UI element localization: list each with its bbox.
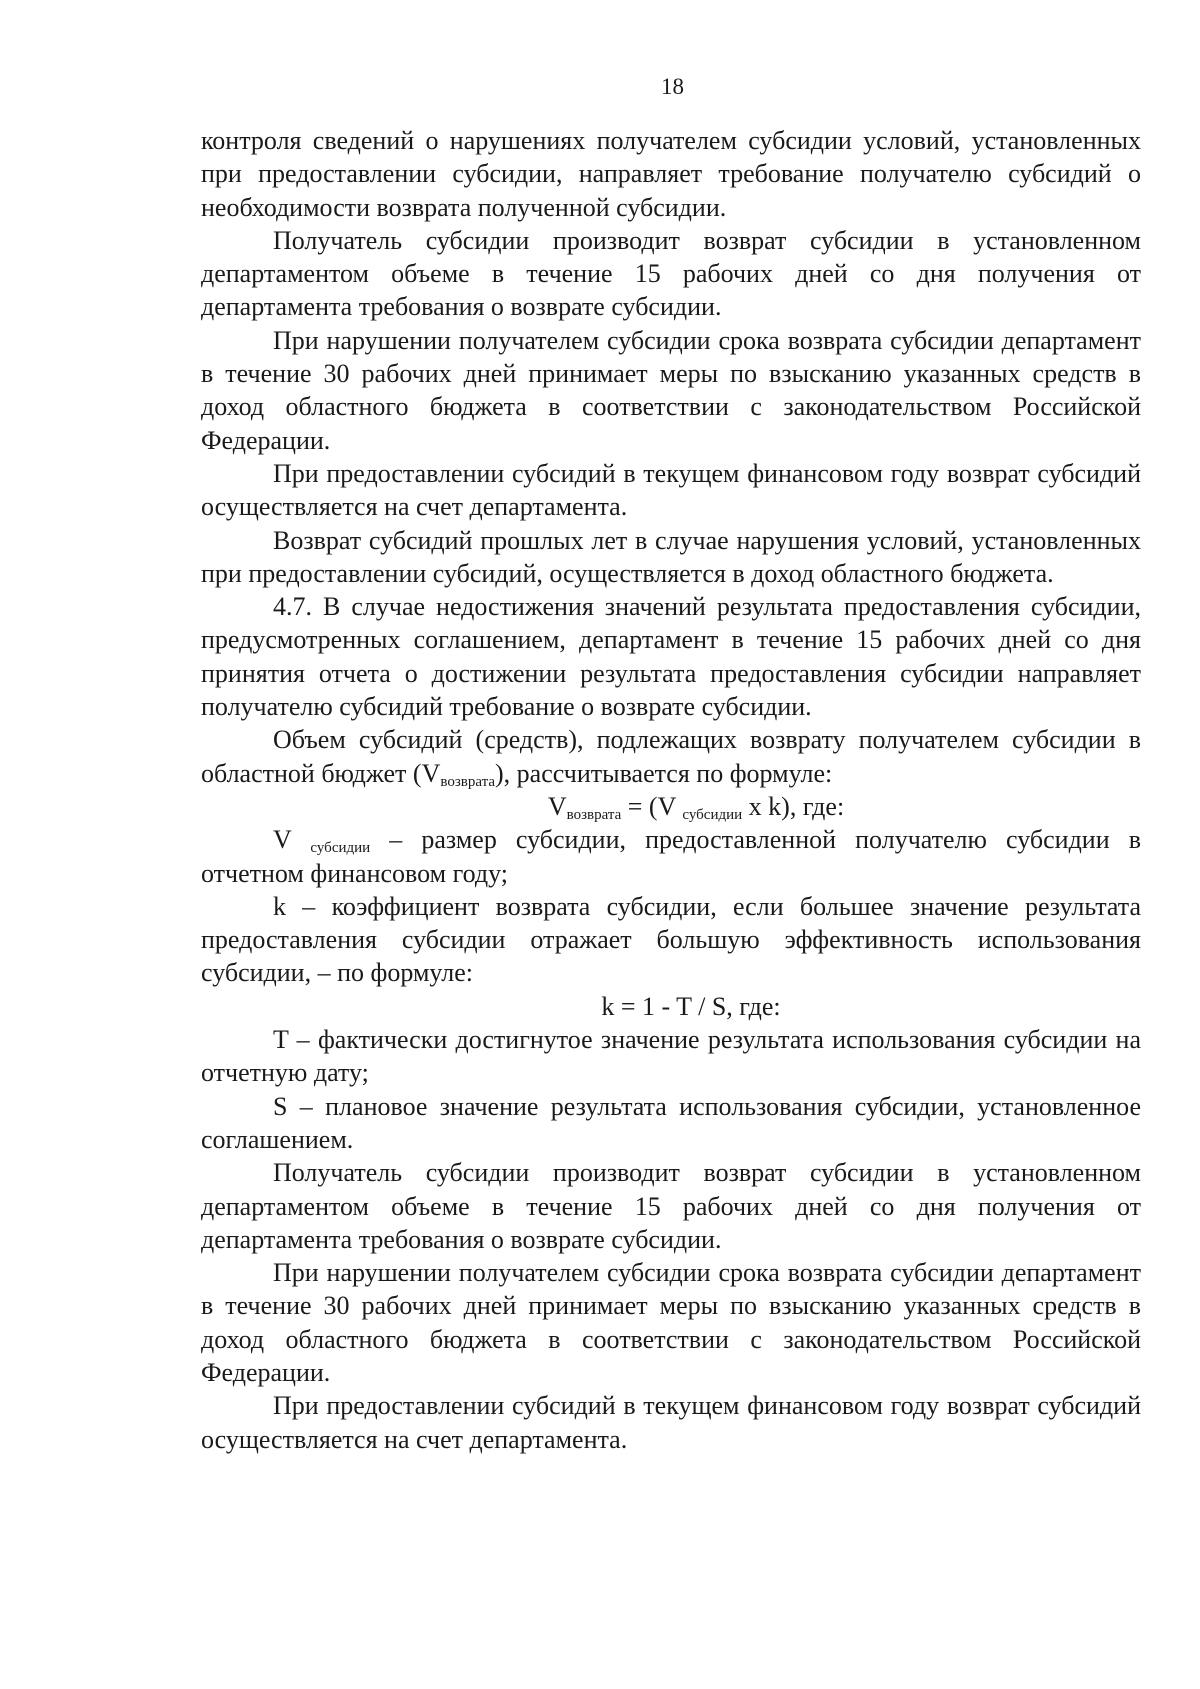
paragraph-current-year: При предоставлении субсидий в текущем финансовом году возврат субсидий осуществляется на счет департамента. xyxy=(201,458,1141,522)
formula-subsidy-sub: субсидии xyxy=(682,806,743,823)
volume-text-before: Объем субсидий (средств), подлежащих возврату получателем субсидии в областной бюджет (V xyxy=(201,725,1141,788)
formula-return-tail: x k), где: xyxy=(742,791,845,821)
document-body xyxy=(201,124,1141,1456)
paragraph-4-7: 4.7. В случае недостижения значений результата предоставления субсидии, предусмотренных соглашением, департамент в течение 15 рабочих дней со дня принятия отчета о достижении результата предоставления субсидии направляет получателю субсидий требование о возврате субсидии. xyxy=(201,592,1141,722)
paragraph-continuation: контроля сведений о нарушениях получателем субсидии условий, установленных при предоставлении субсидии, направляет требование получателю субсидий о необходимости возврата полученной субсидии. xyxy=(201,126,1141,222)
paragraph-violation-2: При нарушении получателем субсидии срока возврата субсидии департамент в течение 30 рабочих дней принимает меры по взысканию указанных средств в доход областного бюджета в соответствии с законодательством Российской Федерации. xyxy=(201,1258,1141,1387)
v-subsidy-definition: – размер субсидии, предоставленной получателю субсидии в отчетном финансовом году; xyxy=(201,825,1141,888)
paragraph-volume xyxy=(201,723,1141,790)
v-subsidy-subscript: субсидии xyxy=(310,840,371,857)
paragraph-past-years: Возврат субсидий прошлых лет в случае нарушения условий, установленных при предоставлении субсидий, осуществляется в доход областного бюджета. xyxy=(201,525,1141,588)
paragraph-s-definition: S – плановое значение результата использования субсидии, установленное соглашением. xyxy=(201,1091,1141,1154)
paragraph-t-definition: T – фактически достигнутое значение результата использования субсидии на отчетную дату; xyxy=(201,1025,1141,1088)
formula-return xyxy=(201,790,1141,823)
v-subsidy-symbol: V xyxy=(273,825,292,855)
page-number: 18 xyxy=(661,74,684,99)
volume-subscript: возврата xyxy=(440,773,496,790)
formula-return-eq: = (V xyxy=(621,791,683,821)
paragraph-k-definition: k – коэффициент возврата субсидии, если большее значение результата предоставления субсидии отражает большую эффективность использования субсидии, – по формуле: xyxy=(201,891,1141,988)
formula-k-tail: , где: xyxy=(726,991,781,1021)
formula-k xyxy=(201,990,1141,1023)
paragraph-violation: При нарушении получателем субсидии срока возврата субсидии департамент в течение 30 рабочих дней принимает меры по взысканию указанных средств в доход областного бюджета в соответствии с законодательством Российской Федерации. xyxy=(201,325,1141,455)
formula-return-sub: возврата xyxy=(566,806,622,823)
paragraph-v-subsidy xyxy=(201,823,1141,890)
paragraph-current-year-2: При предоставлении субсидий в текущем финансовом году возврат субсидий осуществляется на счет департамента. xyxy=(201,1391,1141,1454)
formula-return-v: V xyxy=(547,791,567,821)
volume-text-after: ), рассчитывается по формуле: xyxy=(495,758,833,788)
paragraph-refund-term: Получатель субсидии производит возврат субсидии в установленном департаментом объеме в течение 15 рабочих дней со дня получения от департамента требования о возврате субсидии. xyxy=(201,225,1141,322)
paragraph-refund-term-2: Получатель субсидии производит возврат субсидии в установленном департаментом объеме в течение 15 рабочих дней со дня получения от департамента требования о возврате субсидии. xyxy=(201,1158,1141,1254)
formula-k-text: k = 1 - T / S xyxy=(601,991,727,1021)
